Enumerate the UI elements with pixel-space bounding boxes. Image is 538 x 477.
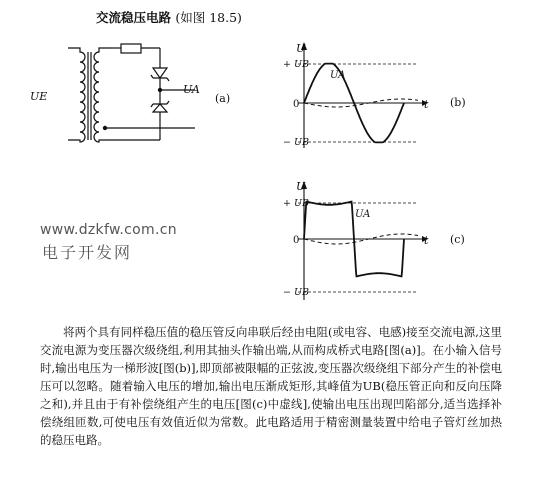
source-voltage-label: UE (30, 90, 48, 103)
watermark-site-name: 电子开发网 (42, 243, 133, 262)
series-resistor (121, 44, 141, 53)
graph-c-curve-label: UA (355, 209, 371, 220)
panel-label-a: (a) (215, 92, 231, 105)
panel-label-c: (c) (450, 233, 465, 246)
graph-c-origin-label: 0 (293, 235, 300, 246)
graph-b-origin-label: 0 (293, 99, 300, 110)
output-voltage-label: UA (183, 83, 200, 96)
title-figure-ref: (如图 18.5) (175, 10, 242, 25)
primary-winding (68, 48, 85, 142)
graph-b-t-label: t (424, 98, 429, 111)
title-text: 交流稳压电路 (96, 10, 172, 25)
graph-c-u-label: U (296, 180, 306, 193)
graph-c-plus-ub-label: + UB (283, 198, 309, 209)
graph-b-plus-ub-label: + UB (283, 59, 309, 70)
waveform-graph-c (298, 181, 428, 300)
description-paragraph: 将两个具有同样稳压值的稳压管反向串联后经由电阻(或电容、电感)接至交流电源,这里交流电源为变压器次级绕组,利用其抽头作输出端,从而构成桥式电路[图(a)]。在小输入信号时,输出电压为一梯形波[图(b)],即顶部被限幅的正弦波,变压器次级绕组下部分产生的补偿电压可以忽略。随着输入电压的增加,输出电压渐成矩形,其峰值为UB(稳压管正向和反向压降之和),并且由于有补偿绕组产生的电压[图(c)中虚线],使输出电压出现凹陷部分,适当选择补偿绕组匝数,可使电压有效值近似为常数。此电路适用于精密测量装置中给电子管灯丝加热的稳压电路。 (40, 325, 502, 447)
circuit-diagram (68, 44, 195, 142)
graph-c-t-label: t (424, 234, 429, 247)
graph-b-minus-ub-label: − UB (283, 137, 309, 148)
watermark-url: www.dzkfw.com.cn (40, 222, 177, 238)
waveform-graph-b (298, 42, 428, 148)
graph-c-minus-ub-label: − UB (283, 287, 309, 298)
panel-label-b: (b) (450, 96, 466, 109)
graph-b-curve-label: UA (330, 70, 346, 81)
graph-b-u-label: U (296, 42, 306, 55)
